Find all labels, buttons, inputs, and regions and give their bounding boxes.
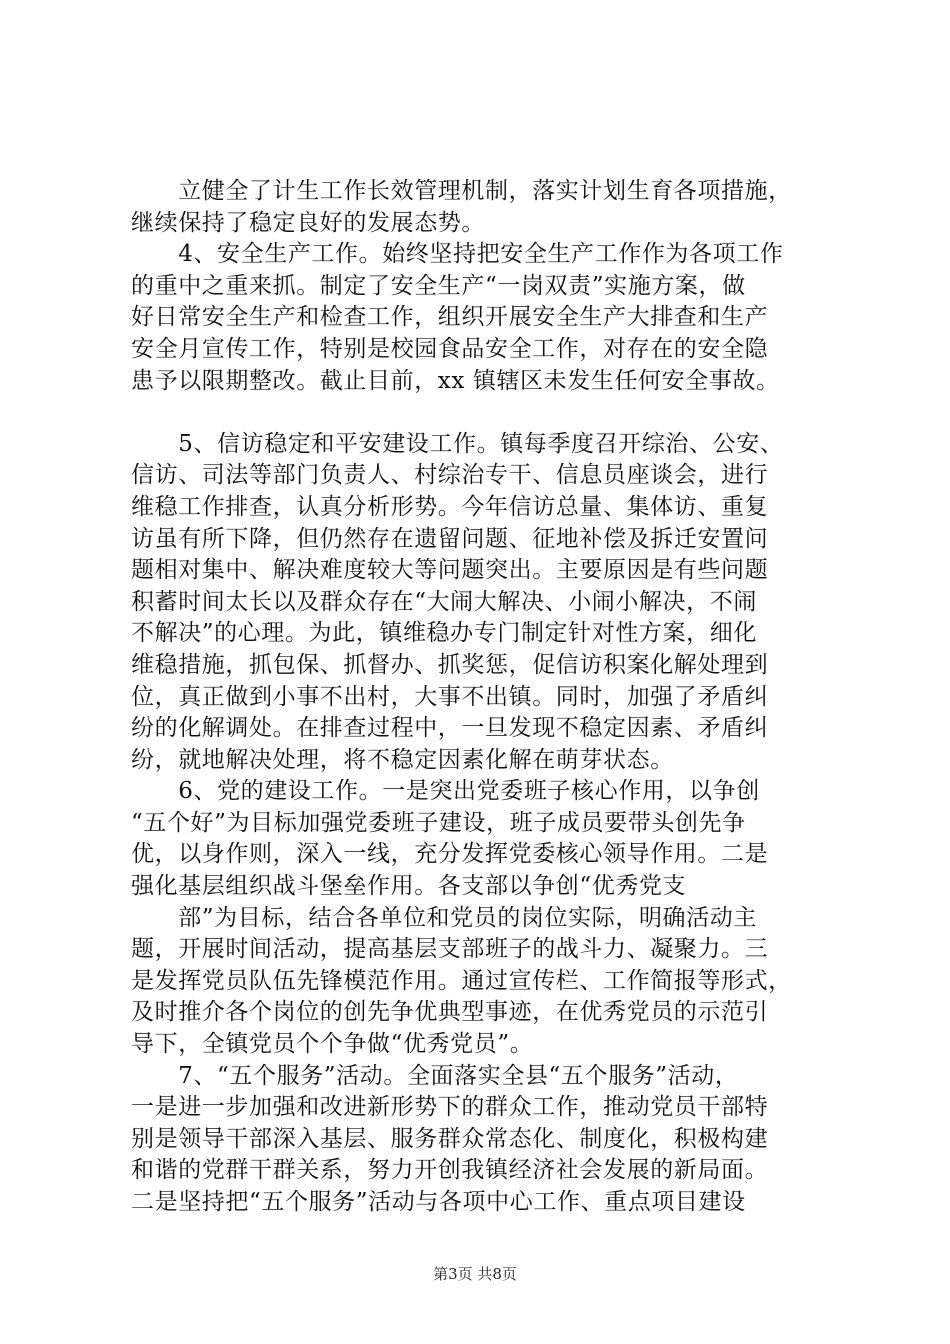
text-line: 和谐的党群干群关系，努力开创我镇经济社会发展的新局面。 xyxy=(131,1157,769,1184)
text-line: 位，真正做到小事不出村，大事不出镇。同时，加强了矛盾纠 xyxy=(131,683,769,710)
text-line: 纷的化解调处。在排查过程中，一旦发现不稳定因素、矛盾纠 xyxy=(131,715,769,742)
paragraph-gap xyxy=(131,397,831,429)
text-line: 好日常安全生产和检查工作，组织开展安全生产大排查和生产 xyxy=(131,304,769,331)
text-line: 是发挥党员队伍先锋模范作用。通过宣传栏、工作简报等形式， xyxy=(131,967,792,994)
text-line: 二是坚持把“五个服务”活动与各项中心工作、重点项目建设 xyxy=(131,1189,746,1215)
text-line: 6、党的建设工作。一是突出党委班子核心作用，以争创 xyxy=(131,778,760,805)
text-line: 别是领导干部深入基层、服务群众常态化、制度化，积极构建 xyxy=(131,1125,769,1152)
text-line: 4、安全生产工作。始终坚持把安全生产工作作为各项工作 xyxy=(131,241,784,268)
text-line: 信访、司法等部门负责人、村综治专干、信息员座谈会，进行 xyxy=(131,462,769,489)
text-line: 7、“五个服务”活动。全面落实全县“五个服务”活动， xyxy=(131,1062,739,1089)
text-line: 导下，全镇党员个个争做“优秀党员”。 xyxy=(131,1031,534,1058)
text-line: 积蓄时间太长以及群众存在“大闹大解决、小闹小解决，不闹 xyxy=(131,588,757,615)
page-number-label: 第3页 共8页 xyxy=(433,1265,517,1283)
text-line: 纷，就地解决处理，将不稳定因素化解在萌芽状态。 xyxy=(131,746,674,773)
document-body xyxy=(131,176,831,1219)
text-line: 不解决”的心理。为此，镇维稳办专门制定针对性方案，细化 xyxy=(131,620,757,647)
text-line: 一是进一步加强和改进新形势下的群众工作，推动党员干部特 xyxy=(131,1094,769,1121)
text-line: 访虽有所下降，但仍然存在遗留问题、征地补偿及拆迁安置问 xyxy=(131,525,769,552)
text-line: 及时推介各个岗位的创先争优典型事迹，在优秀党员的示范引 xyxy=(131,999,769,1026)
text-line: 患予以限期整改。截止目前，xx 镇辖区未发生任何安全事故。 xyxy=(131,367,780,394)
text-line: “五个好”为目标加强党委班子建设，班子成员要带头创先争 xyxy=(131,809,746,836)
text-line: 立健全了计生工作长效管理机制，落实计划生育各项措施， xyxy=(131,178,792,204)
text-line: 继续保持了稳定良好的发展态势。 xyxy=(131,209,485,236)
text-line: 优，以身作则，深入一线，充分发挥党委核心领导作用。二是 xyxy=(131,841,769,868)
text-line: 的重中之重来抓。制定了安全生产“一岗双责”实施方案，做 xyxy=(131,272,746,299)
text-line: 维稳工作排查，认真分析形势。今年信访总量、集体访、重复 xyxy=(131,493,769,520)
text-line: 题，开展时间活动，提高基层支部班子的战斗力、凝聚力。三 xyxy=(131,936,769,963)
page-footer xyxy=(0,1264,950,1284)
text-line: 题相对集中、解决难度较大等问题突出。主要原因是有些问题 xyxy=(131,557,769,584)
text-line: 强化基层组织战斗堡垒作用。各支部以争创“优秀党支 xyxy=(131,873,687,900)
text-line: 安全月宣传工作，特别是校园食品安全工作，对存在的安全隐 xyxy=(131,335,769,362)
text-line: 部”为目标，结合各单位和党员的岗位实际，明确活动主 xyxy=(131,904,757,931)
text-line: 维稳措施，抓包保、抓督办、抓奖惩，促信访积案化解处理到 xyxy=(131,651,769,678)
text-line: 5、信访稳定和平安建设工作。镇每季度召开综治、公安、 xyxy=(131,430,784,457)
